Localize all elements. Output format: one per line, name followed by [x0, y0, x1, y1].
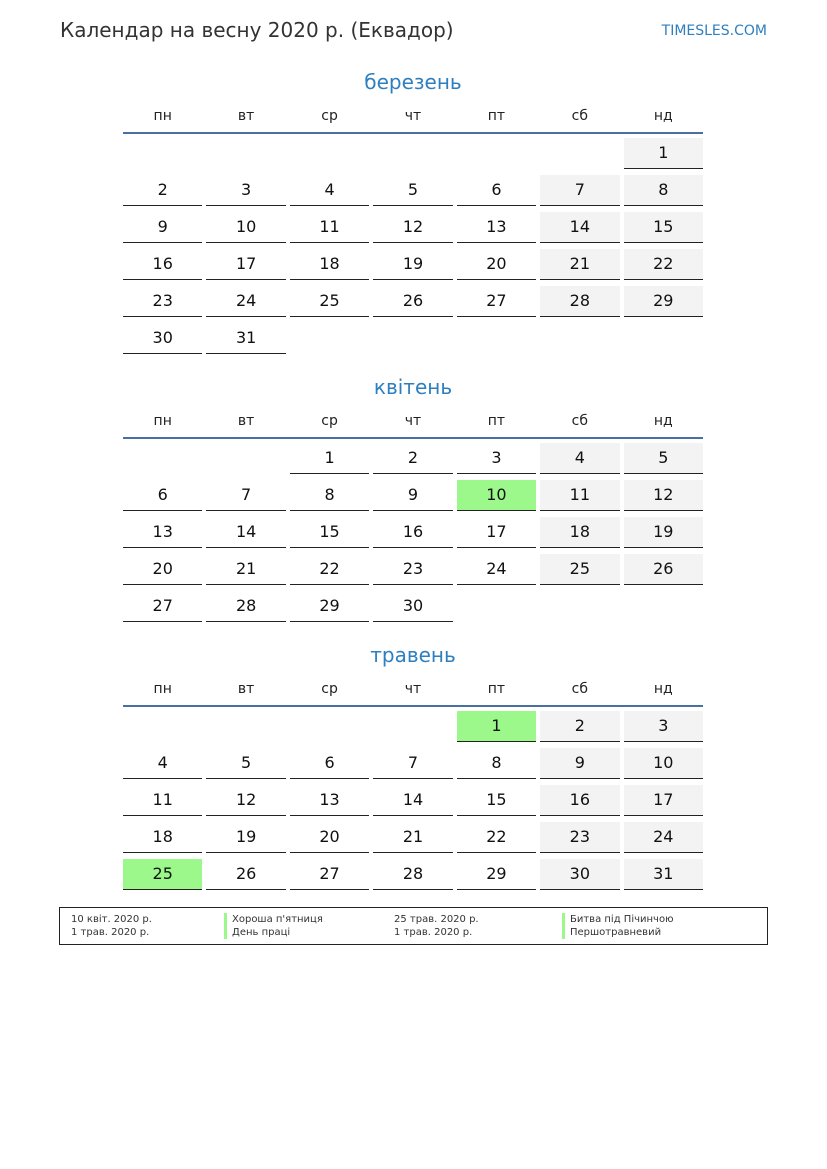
- weekday-label: ср: [321, 681, 338, 697]
- day-cell: 15: [624, 212, 703, 243]
- empty-cell: [457, 138, 536, 168]
- day-cell: 3: [457, 443, 536, 474]
- day-cell: 21: [540, 249, 619, 280]
- day-cell: 9: [540, 748, 619, 779]
- empty-cell: [290, 711, 369, 741]
- day-cell: 24: [624, 822, 703, 853]
- day-cell: 17: [624, 785, 703, 816]
- day-cell: 5: [206, 748, 285, 779]
- day-cell: 4: [290, 175, 369, 206]
- day-cell: 29: [290, 591, 369, 622]
- day-cell: 15: [290, 517, 369, 548]
- legend-holiday-name: Першотравневий: [562, 926, 673, 939]
- day-cell: 12: [373, 212, 452, 243]
- day-cell: 18: [123, 822, 202, 853]
- day-cell: 23: [123, 286, 202, 317]
- day-cell: 31: [206, 323, 285, 354]
- day-cell: 14: [373, 785, 452, 816]
- day-cell: 18: [540, 517, 619, 548]
- day-cell: 14: [540, 212, 619, 243]
- day-cell: 7: [206, 480, 285, 511]
- day-cell: 2: [123, 175, 202, 206]
- weekday-header: [123, 409, 703, 439]
- empty-cell: [123, 711, 202, 741]
- day-cell: 28: [540, 286, 619, 317]
- month-april: [123, 373, 703, 628]
- month-march: [123, 68, 703, 360]
- day-cell: 25: [123, 859, 202, 890]
- day-cell: 4: [540, 443, 619, 474]
- weekday-label: пн: [153, 413, 172, 429]
- day-cell: 7: [540, 175, 619, 206]
- day-cell: 26: [624, 554, 703, 585]
- day-cell: 15: [457, 785, 536, 816]
- day-cell: 26: [373, 286, 452, 317]
- day-cell: 30: [373, 591, 452, 622]
- day-cell: 11: [123, 785, 202, 816]
- legend-date: 1 трав. 2020 р.: [71, 927, 150, 938]
- weekday-label: чт: [404, 413, 422, 429]
- day-cell: 27: [123, 591, 202, 622]
- day-cell: 23: [540, 822, 619, 853]
- page-title: Календар на весну 2020 р. (Еквадор): [60, 18, 454, 42]
- day-cell: 10: [206, 212, 285, 243]
- weekday-label: вт: [237, 413, 255, 429]
- day-cell: 21: [373, 822, 452, 853]
- weekday-label: чт: [404, 108, 422, 124]
- day-cell: 17: [457, 517, 536, 548]
- empty-cell: [373, 711, 452, 741]
- legend-holiday-name: Битва під Пічинчою: [562, 913, 673, 926]
- legend-holiday-name: День праці: [224, 926, 323, 939]
- days-grid: [123, 443, 703, 628]
- empty-cell: [373, 138, 452, 168]
- day-cell: 1: [624, 138, 703, 169]
- day-cell: 25: [540, 554, 619, 585]
- month-name: квітень: [373, 375, 453, 399]
- day-cell: 22: [290, 554, 369, 585]
- day-cell: 30: [123, 323, 202, 354]
- day-cell: 1: [290, 443, 369, 474]
- day-cell: 17: [206, 249, 285, 280]
- days-grid: [123, 138, 703, 360]
- weekday-label: пт: [487, 413, 506, 429]
- day-cell: 13: [457, 212, 536, 243]
- day-cell: 5: [624, 443, 703, 474]
- day-cell: 19: [206, 822, 285, 853]
- weekday-header: [123, 104, 703, 134]
- legend-date: 25 трав. 2020 р.: [394, 914, 479, 925]
- day-cell: 3: [624, 711, 703, 742]
- day-cell: 2: [540, 711, 619, 742]
- day-cell: 19: [624, 517, 703, 548]
- day-cell: 24: [457, 554, 536, 585]
- month-name: травень: [370, 643, 456, 667]
- weekday-header: [123, 677, 703, 707]
- day-cell: 20: [123, 554, 202, 585]
- day-cell: 11: [540, 480, 619, 511]
- legend-date: 1 трав. 2020 р.: [394, 927, 473, 938]
- day-cell: 11: [290, 212, 369, 243]
- day-cell: 19: [373, 249, 452, 280]
- day-cell: 21: [206, 554, 285, 585]
- days-grid: [123, 711, 703, 896]
- day-cell: 9: [373, 480, 452, 511]
- empty-cell: [290, 138, 369, 168]
- weekday-label: сб: [571, 413, 589, 429]
- day-cell: 6: [123, 480, 202, 511]
- weekday-label: пт: [487, 681, 506, 697]
- day-cell: 16: [123, 249, 202, 280]
- day-cell: 20: [290, 822, 369, 853]
- day-cell: 23: [373, 554, 452, 585]
- month-may: [123, 641, 703, 896]
- day-cell: 24: [206, 286, 285, 317]
- empty-cell: [540, 138, 619, 168]
- weekday-label: сб: [571, 108, 589, 124]
- day-cell: 28: [206, 591, 285, 622]
- day-cell: 25: [290, 286, 369, 317]
- day-cell: 28: [373, 859, 452, 890]
- day-cell: 22: [624, 249, 703, 280]
- weekday-label: пн: [153, 108, 172, 124]
- day-cell: 8: [624, 175, 703, 206]
- weekday-label: ср: [321, 413, 338, 429]
- weekday-label: сб: [571, 681, 589, 697]
- day-cell: 2: [373, 443, 452, 474]
- day-cell: 26: [206, 859, 285, 890]
- day-cell: 29: [457, 859, 536, 890]
- day-cell: 5: [373, 175, 452, 206]
- day-cell: 13: [290, 785, 369, 816]
- weekday-label: чт: [404, 681, 422, 697]
- weekday-label: ср: [321, 108, 338, 124]
- day-cell: 10: [624, 748, 703, 779]
- day-cell: 4: [123, 748, 202, 779]
- day-cell: 13: [123, 517, 202, 548]
- day-cell: 20: [457, 249, 536, 280]
- weekday-label: вт: [237, 108, 255, 124]
- weekday-label: пн: [153, 681, 172, 697]
- day-cell: 6: [290, 748, 369, 779]
- weekday-label: нд: [653, 108, 673, 124]
- day-cell: 3: [206, 175, 285, 206]
- day-cell: 1: [457, 711, 536, 742]
- day-cell: 27: [457, 286, 536, 317]
- day-cell: 14: [206, 517, 285, 548]
- legend-holiday-name: Хороша п'ятниця: [224, 913, 323, 926]
- day-cell: 22: [457, 822, 536, 853]
- empty-cell: [206, 443, 285, 473]
- holiday-legend: [59, 907, 768, 945]
- day-cell: 31: [624, 859, 703, 890]
- month-name: березень: [364, 70, 462, 94]
- day-cell: 6: [457, 175, 536, 206]
- day-cell: 8: [290, 480, 369, 511]
- empty-cell: [123, 138, 202, 168]
- weekday-label: нд: [653, 681, 673, 697]
- site-link[interactable]: TIMESLES.COM: [661, 23, 767, 39]
- empty-cell: [123, 443, 202, 473]
- day-cell: 30: [540, 859, 619, 890]
- weekday-label: вт: [237, 681, 255, 697]
- day-cell: 7: [373, 748, 452, 779]
- day-cell: 16: [540, 785, 619, 816]
- day-cell: 12: [624, 480, 703, 511]
- day-cell: 10: [457, 480, 536, 511]
- legend-date: 10 квіт. 2020 р.: [71, 914, 152, 925]
- weekday-label: пт: [487, 108, 506, 124]
- weekday-label: нд: [653, 413, 673, 429]
- empty-cell: [206, 711, 285, 741]
- day-cell: 27: [290, 859, 369, 890]
- day-cell: 8: [457, 748, 536, 779]
- empty-cell: [206, 138, 285, 168]
- day-cell: 16: [373, 517, 452, 548]
- day-cell: 9: [123, 212, 202, 243]
- day-cell: 18: [290, 249, 369, 280]
- day-cell: 29: [624, 286, 703, 317]
- day-cell: 12: [206, 785, 285, 816]
